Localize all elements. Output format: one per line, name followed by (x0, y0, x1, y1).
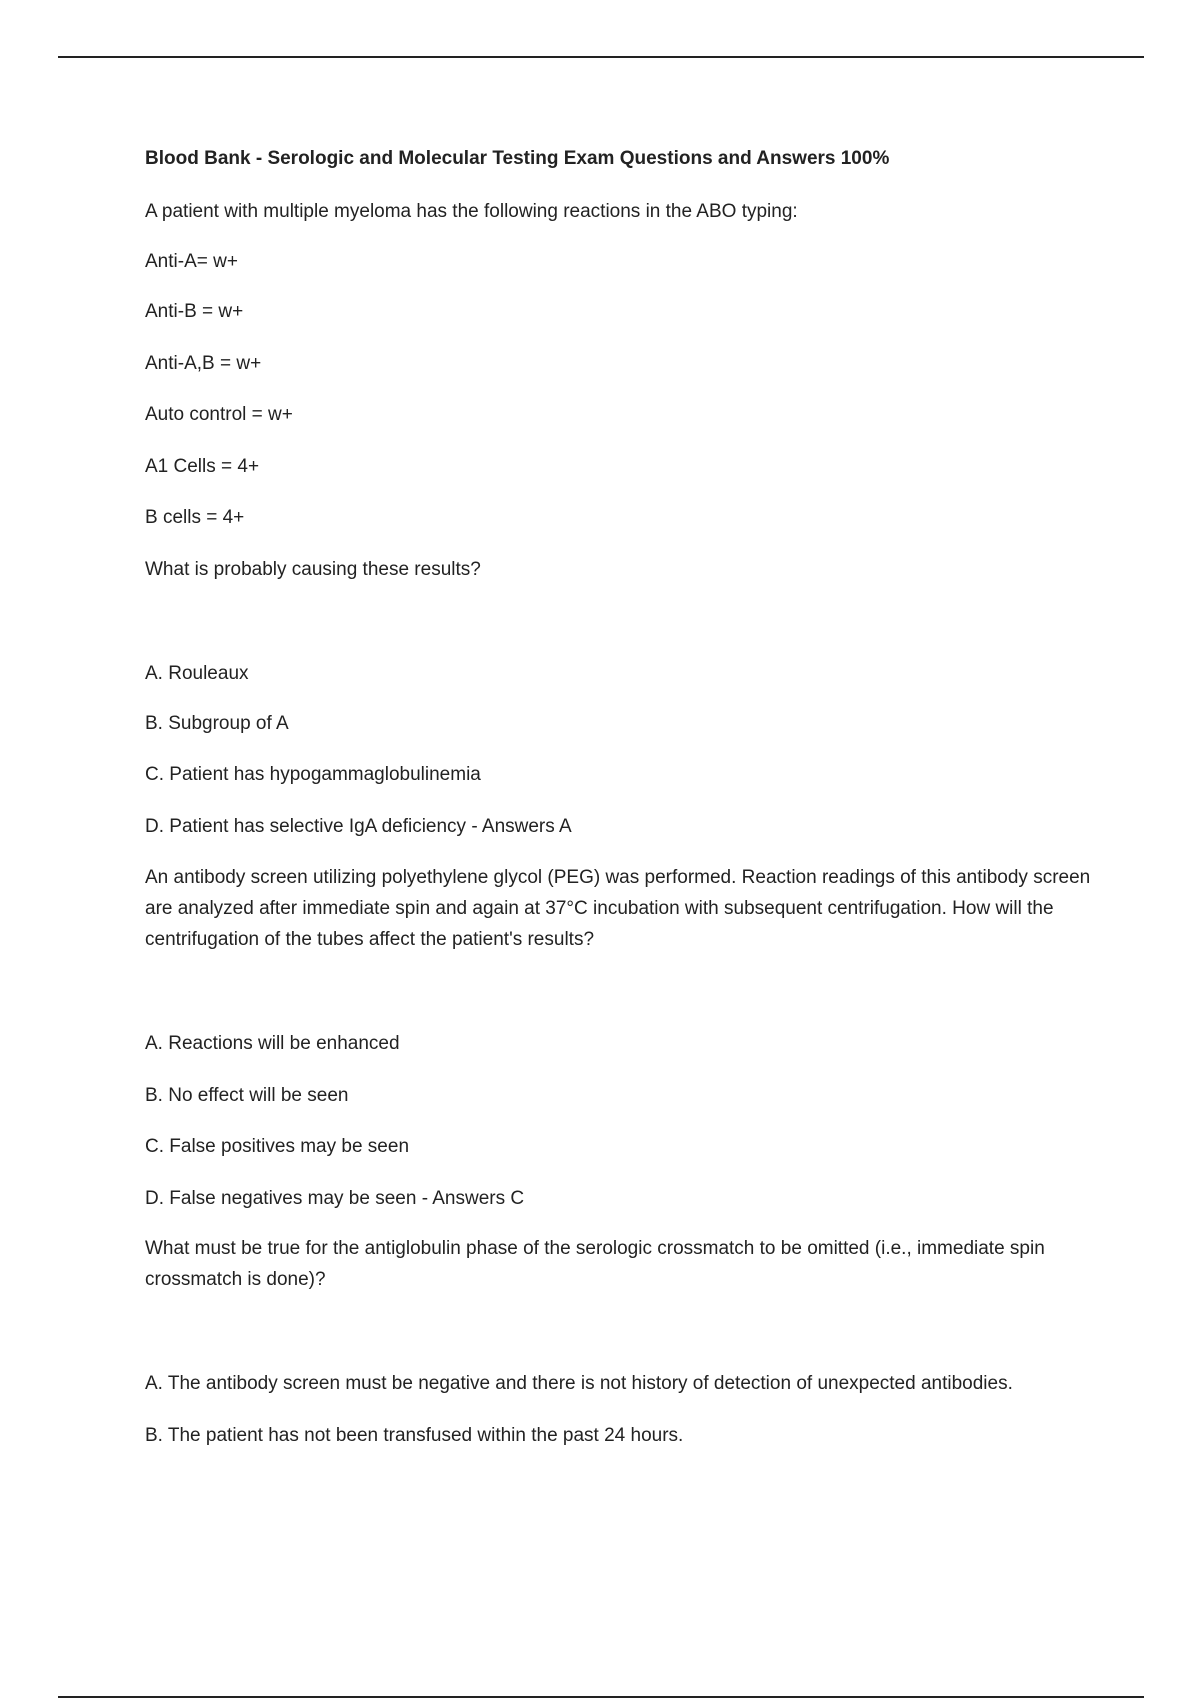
q1-option-d: D. Patient has selective IgA deficiency - Answers A (145, 816, 572, 837)
q1-reaction: Anti-A= w+ (145, 251, 238, 272)
q1-reaction: B cells = 4+ (145, 507, 245, 528)
q2-option-a: A. Reactions will be enhanced (145, 1033, 400, 1054)
top-divider (58, 56, 1144, 58)
q1-reaction: A1 Cells = 4+ (145, 456, 260, 477)
q3-option-a: A. The antibody screen must be negative and there is not history of detection of unexpected antibodies. (145, 1373, 1013, 1394)
q3-option-b: B. The patient has not been transfused within the past 24 hours. (145, 1425, 684, 1446)
q2-question: An antibody screen utilizing polyethylene glycol (PEG) was performed. Reaction readings of this antibody screen are analyzed after immediate spin and again at 37°C incubation with subsequent centrifugation. How will the centrifugation of the tubes affect the patient's results? (145, 867, 1091, 950)
bottom-divider (58, 1696, 1144, 1698)
document-title: Blood Bank - Serologic and Molecular Testing Exam Questions and Answers 100% (145, 148, 890, 169)
q1-option-a: A. Rouleaux (145, 663, 249, 684)
q1-reaction: Anti-A,B = w+ (145, 353, 262, 374)
q1-option-b: B. Subgroup of A (145, 713, 289, 734)
q1-question: What is probably causing these results? (145, 559, 481, 580)
q3-question: What must be true for the antiglobulin phase of the serologic crossmatch to be omitted (i.e., immediate spin crossmatch is done)? (145, 1238, 1045, 1290)
q2-option-c: C. False positives may be seen (145, 1136, 410, 1157)
q2-option-b: B. No effect will be seen (145, 1085, 349, 1106)
q1-option-c: C. Patient has hypogammaglobulinemia (145, 764, 481, 785)
q1-reaction: Auto control = w+ (145, 404, 293, 425)
q2-option-d: D. False negatives may be seen - Answers C (145, 1188, 525, 1209)
q1-intro: A patient with multiple myeloma has the following reactions in the ABO typing: (145, 201, 798, 222)
q1-reaction: Anti-B = w+ (145, 301, 244, 322)
